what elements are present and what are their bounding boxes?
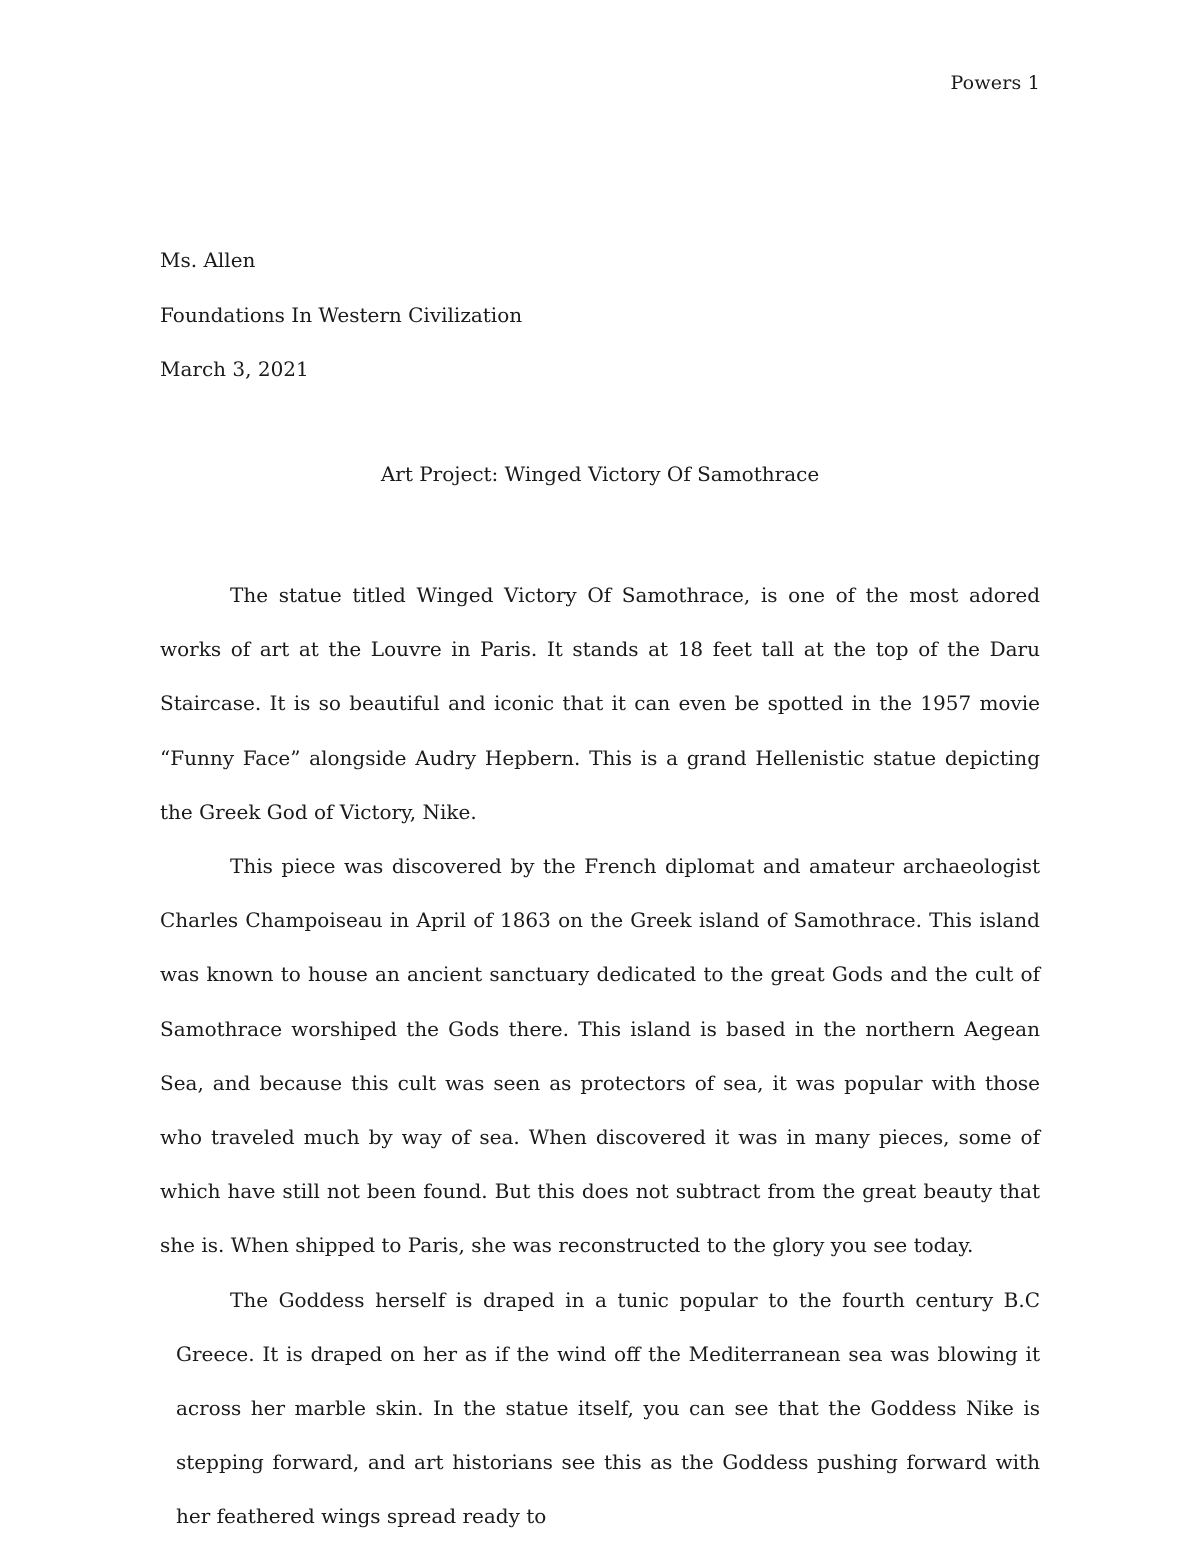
body-paragraph-1: The statue titled Winged Victory Of Samothrace, is one of the most adored works of art at the Louvre in Paris. It stands at 18 feet tall at the top of the Daru Staircase. It is so beautiful and iconic that it can even be spotted in the 1957 movie “Funny Face” alongside Audry Hepbern. This is a grand Hellenistic statue depicting the Greek God of Victory, Nike.: [160, 583, 1040, 824]
body-paragraph-2: This piece was discovered by the French diplomat and amateur archaeologist Charles Champoiseau in April of 1863 on the Greek island of Samothrace. This island was known to house an ancient sanctuary dedicated to the great Gods and the cult of Samothrace worshiped the Gods there. This island is based in the northern Aegean Sea, and because this cult was seen as protectors of sea, it was popular with those who traveled much by way of sea. When discovered it was in many pieces, some of which have still not been found. But this does not subtract from the great beauty that she is. When shipped to Paris, she was reconstructed to the glory you see today.: [160, 854, 1040, 1258]
document-body: [160, 568, 1040, 1544]
course-name: Foundations In Western Civilization: [160, 302, 523, 327]
heading-block: [160, 246, 522, 410]
document-date: March 3, 2021: [160, 357, 309, 381]
instructor-name: Ms. Allen: [160, 248, 256, 272]
document-title: Art Project: Winged Victory Of Samothrace: [380, 462, 820, 486]
body-paragraph-3: The Goddess herself is draped in a tunic popular to the fourth century B.C Greece. It is draped on her as if the wind off the Mediterranean sea was blowing it across her marble skin. In the statue itself, you can see that the Goddess Nike is stepping forward, and art historians see this as the Goddess pushing forward with her feathered wings spread ready to: [176, 1287, 1040, 1529]
page-header-label: Powers 1: [950, 72, 1040, 94]
